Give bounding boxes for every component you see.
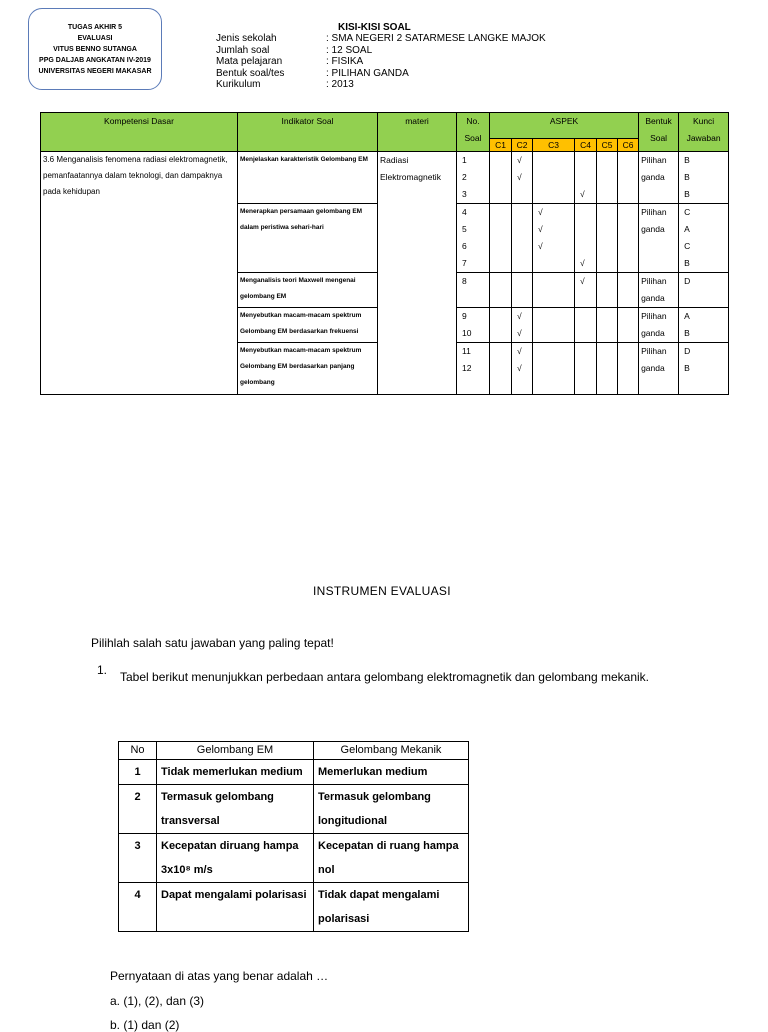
answer-key: C	[684, 241, 691, 251]
answer-key: C	[684, 207, 691, 217]
header-c5: C5	[597, 139, 618, 152]
stamp-line: PPG DALJAB ANGKATAN IV-2019	[39, 56, 151, 64]
info-value: : PILIHAN GANDA	[326, 67, 409, 79]
no-soal-cell	[457, 273, 490, 308]
aspek-c2-cell	[512, 308, 533, 343]
info-value: : FISIKA	[326, 56, 364, 67]
aspek-c6-cell	[618, 204, 639, 273]
mekanik-cell: Termasuk gelombang longitudional	[314, 785, 469, 834]
check-mark: √	[538, 207, 543, 217]
option-a: a. (1), (2), dan (3)	[110, 994, 205, 1008]
kunci-cell	[679, 343, 729, 395]
info-value: : 2013	[326, 79, 354, 90]
no-soal: 10	[462, 328, 472, 338]
indikator-cell: Menerapkan persamaan gelombang EM dalam peristiwa sehari-hari	[238, 204, 378, 273]
row-number: 1	[119, 760, 157, 785]
check-mark: √	[538, 241, 543, 251]
document-title: KISI-KISI SOAL	[338, 22, 411, 33]
aspek-c2-cell	[512, 343, 533, 395]
aspek-c6-cell	[618, 273, 639, 308]
answer-key: B	[684, 155, 690, 165]
answer-key: A	[684, 311, 690, 321]
author-stamp	[28, 8, 162, 90]
aspek-c3-cell	[533, 343, 575, 395]
question-number: 1.	[97, 663, 108, 677]
aspek-c2-cell	[512, 152, 533, 204]
info-row	[216, 79, 546, 91]
kunci-cell	[679, 204, 729, 273]
bentuk-line1: Pilihan	[641, 207, 667, 217]
stamp-line: EVALUASI	[77, 34, 113, 42]
bentuk-line2: ganda	[641, 224, 665, 234]
no-soal-cell	[457, 204, 490, 273]
stamp-line: TUGAS AKHIR 5	[67, 23, 123, 31]
em-cell: Dapat mengalami polarisasi	[157, 883, 314, 932]
aspek-c6-cell	[618, 152, 639, 204]
check-mark: √	[580, 258, 585, 268]
aspek-c3-cell	[533, 308, 575, 343]
aspek-c1-cell	[490, 204, 512, 273]
info-row	[216, 45, 546, 57]
kompetensi-dasar-cell: 3.6 Menganalisis fenomena radiasi elektromagnetik, pemanfaatannya dalam teknologi, dan dampaknya pada kehidupan	[41, 152, 238, 395]
bentuk-line1: Pilihan	[641, 276, 667, 286]
bentuk-cell	[639, 343, 679, 395]
comparison-header-row	[119, 742, 469, 760]
kunci-cell	[679, 152, 729, 204]
bentuk-line2: ganda	[641, 293, 665, 303]
answer-key: B	[684, 258, 690, 268]
aspek-c3-cell	[533, 204, 575, 273]
aspek-c1-cell	[490, 308, 512, 343]
table-row	[41, 152, 729, 204]
header-c1: C1	[490, 139, 512, 152]
no-soal: 9	[462, 311, 467, 321]
check-mark: √	[517, 172, 522, 182]
header-no: No	[119, 742, 157, 760]
header-c6: C6	[618, 139, 639, 152]
em-cell: Kecepatan diruang hampa 3x10⁸ m/s	[157, 834, 314, 883]
materi-cell: Radiasi Elektromagnetik	[378, 152, 457, 395]
header-materi: materi	[378, 113, 457, 152]
answer-key: D	[684, 276, 691, 286]
header-c3: C3	[533, 139, 575, 152]
no-soal: 1	[462, 155, 467, 165]
table-header-row	[41, 113, 729, 139]
no-soal-cell	[457, 152, 490, 204]
question-text: Tabel berikut menunjukkan perbedaan antara gelombang elektromagnetik dan gelombang mekanik.	[120, 670, 650, 684]
kisi-table	[40, 112, 729, 395]
no-soal: 5	[462, 224, 467, 234]
bentuk-line2: ganda	[641, 363, 665, 373]
instruction-text: Pilihlah salah satu jawaban yang paling tepat!	[91, 636, 334, 650]
answer-key: B	[684, 328, 690, 338]
no-soal: 7	[462, 258, 467, 268]
header-aspek: ASPEK	[490, 113, 639, 139]
aspek-c1-cell	[490, 273, 512, 308]
row-number: 4	[119, 883, 157, 932]
bentuk-cell	[639, 308, 679, 343]
table-row	[119, 785, 469, 834]
aspek-c1-cell	[490, 343, 512, 395]
check-mark: √	[517, 346, 522, 356]
no-soal: 4	[462, 207, 467, 217]
aspek-c6-cell	[618, 308, 639, 343]
table-row	[119, 834, 469, 883]
aspek-c3-cell	[533, 152, 575, 204]
bentuk-line1: Pilihan	[641, 311, 667, 321]
aspek-c5-cell	[597, 273, 618, 308]
check-mark: √	[538, 224, 543, 234]
stamp-line: UNIVERSITAS NEGERI MAKASAR	[38, 67, 152, 75]
info-row	[216, 68, 546, 80]
aspek-c6-cell	[618, 343, 639, 395]
no-soal: 11	[462, 346, 471, 356]
indikator-cell: Menjelaskan karakteristik Gelombang EM	[238, 152, 378, 204]
table-row	[119, 883, 469, 932]
aspek-c4-cell	[575, 204, 597, 273]
check-mark: √	[580, 276, 585, 286]
mekanik-cell: Tidak dapat mengalami polarisasi	[314, 883, 469, 932]
kunci-cell	[679, 308, 729, 343]
info-label: Mata pelajaran	[216, 56, 283, 67]
info-label: Jumlah soal	[216, 44, 270, 56]
header-c2: C2	[512, 139, 533, 152]
header-kunci-line1: Kunci	[692, 116, 715, 126]
no-soal: 6	[462, 241, 467, 251]
info-label: Jenis sekolah	[216, 33, 277, 44]
info-label: Kurikulum	[216, 79, 261, 90]
aspek-c4-cell	[575, 308, 597, 343]
no-soal-cell	[457, 343, 490, 395]
no-soal: 8	[462, 276, 467, 286]
indikator-cell: Menyebutkan macam-macam spektrum Gelombang EM berdasarkan panjang gelombang	[238, 343, 378, 395]
document-info	[216, 33, 546, 91]
answer-key: B	[684, 363, 690, 373]
header-mekanik: Gelombang Mekanik	[314, 742, 469, 760]
aspek-c2-cell	[512, 204, 533, 273]
header-bentuk-line2: Soal	[650, 133, 668, 143]
indikator-cell: Menyebutkan macam-macam spektrum Gelombang EM berdasarkan frekuensi	[238, 308, 378, 343]
aspek-c3-cell	[533, 273, 575, 308]
answer-key: D	[684, 346, 691, 356]
no-soal: 2	[462, 172, 467, 182]
section-title: INSTRUMEN EVALUASI	[313, 584, 451, 598]
bentuk-line1: Pilihan	[641, 346, 667, 356]
info-value: : 12 SOAL	[326, 44, 373, 56]
em-cell: Termasuk gelombang transversal	[157, 785, 314, 834]
header-kunci-line2: Jawaban	[686, 133, 721, 143]
comparison-table	[118, 741, 469, 932]
indikator-cell: Menganalisis teori Maxwell mengenai gelombang EM	[238, 273, 378, 308]
kunci-cell	[679, 273, 729, 308]
bentuk-cell	[639, 152, 679, 204]
aspek-c1-cell	[490, 152, 512, 204]
no-soal: 3	[462, 189, 467, 199]
aspek-c5-cell	[597, 343, 618, 395]
row-number: 3	[119, 834, 157, 883]
option-b: b. (1) dan (2)	[110, 1018, 180, 1032]
answer-key: B	[684, 172, 690, 182]
answer-key: A	[684, 224, 690, 234]
header-no-soal	[457, 113, 490, 152]
check-mark: √	[517, 328, 522, 338]
aspek-c2-cell	[512, 273, 533, 308]
info-row	[216, 56, 546, 68]
header-indikator: Indikator Soal	[238, 113, 378, 152]
em-cell: Tidak memerlukan medium	[157, 760, 314, 785]
bentuk-line2: ganda	[641, 172, 665, 182]
info-label: Bentuk soal/tes	[216, 67, 285, 79]
aspek-c5-cell	[597, 204, 618, 273]
header-no-line2: Soal	[464, 133, 482, 143]
aspek-c4-cell	[575, 152, 597, 204]
mekanik-cell: Memerlukan medium	[314, 760, 469, 785]
header-bentuk	[639, 113, 679, 152]
aspek-c4-cell	[575, 273, 597, 308]
aspek-c5-cell	[597, 152, 618, 204]
check-mark: √	[580, 189, 585, 199]
info-value: : SMA NEGERI 2 SATARMESE LANGKE MAJOK	[326, 33, 546, 44]
question-statement: Pernyataan di atas yang benar adalah …	[110, 969, 329, 983]
bentuk-cell	[639, 273, 679, 308]
check-mark: √	[517, 363, 522, 373]
header-bentuk-line1: Bentuk	[645, 116, 672, 126]
bentuk-line2: ganda	[641, 328, 665, 338]
bentuk-line1: Pilihan	[641, 155, 667, 165]
aspek-c4-cell	[575, 343, 597, 395]
header-kunci	[679, 113, 729, 152]
aspek-c5-cell	[597, 308, 618, 343]
no-soal: 12	[462, 363, 472, 373]
row-number: 2	[119, 785, 157, 834]
info-row	[216, 33, 546, 45]
header-no-line1: No.	[466, 116, 480, 126]
header-kd: Kompetensi Dasar	[41, 113, 238, 152]
table-row	[119, 760, 469, 785]
header-em: Gelombang EM	[157, 742, 314, 760]
bentuk-cell	[639, 204, 679, 273]
check-mark: √	[517, 311, 522, 321]
no-soal-cell	[457, 308, 490, 343]
header-c4: C4	[575, 139, 597, 152]
stamp-line: VITUS BENNO SUTANGA	[53, 45, 137, 53]
check-mark: √	[517, 155, 522, 165]
mekanik-cell: Kecepatan di ruang hampa nol	[314, 834, 469, 883]
answer-key: B	[684, 189, 690, 199]
